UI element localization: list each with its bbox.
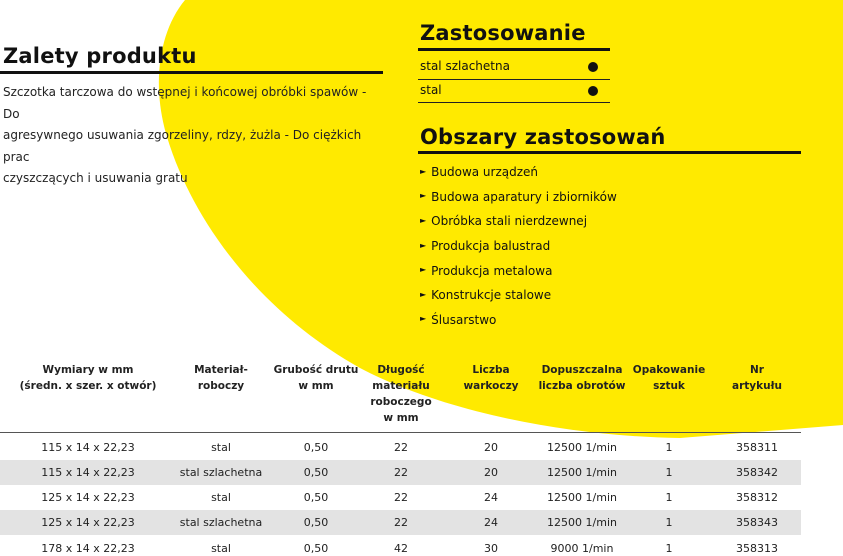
cell-dimensions: 115 x 14 x 22,23 bbox=[41, 441, 135, 454]
advantages-heading: Zalety produktu bbox=[3, 44, 197, 68]
advantages-rule bbox=[0, 71, 383, 74]
cell-max-rpm: 12500 1/min bbox=[547, 516, 617, 529]
area-item bbox=[420, 209, 617, 234]
description-line: czyszczących i usuwania gratu bbox=[3, 171, 188, 185]
cell-material: stal szlachetna bbox=[179, 466, 263, 479]
cell-packaging: 1 bbox=[665, 441, 673, 454]
cell-material: stal bbox=[211, 491, 231, 504]
triangle-bullet-icon: ► bbox=[420, 191, 427, 201]
area-item-label: Produkcja metalowa bbox=[431, 263, 553, 278]
header-line: w mm bbox=[383, 412, 419, 424]
triangle-bullet-icon: ► bbox=[420, 215, 427, 225]
cell-dimensions: 125 x 14 x 22,23 bbox=[41, 491, 135, 504]
area-item-label: Budowa aparatury i zbiorników bbox=[431, 189, 617, 204]
header-line: roboczego bbox=[370, 396, 432, 408]
triangle-bullet-icon: ► bbox=[420, 314, 427, 324]
advantages-description bbox=[3, 82, 383, 190]
usage-label: stal bbox=[420, 83, 442, 97]
cell-wire-thickness: 0,50 bbox=[303, 466, 329, 479]
header-line: Liczba bbox=[472, 364, 510, 376]
cell-material: stal szlachetna bbox=[179, 516, 263, 529]
header-line: (średn. x szer. x otwór) bbox=[19, 380, 157, 392]
area-item bbox=[420, 283, 617, 308]
triangle-bullet-icon: ► bbox=[420, 265, 427, 275]
area-item bbox=[420, 185, 617, 210]
cell-article-number: 358342 bbox=[736, 466, 778, 479]
cell-material: stal bbox=[211, 441, 231, 454]
column-header-trim-length bbox=[358, 362, 444, 426]
header-line: warkoczy bbox=[463, 380, 519, 392]
filled-dot-icon bbox=[588, 62, 598, 72]
usage-heading: Zastosowanie bbox=[420, 21, 586, 45]
cell-knot-count: 24 bbox=[484, 516, 498, 529]
cell-article-number: 358312 bbox=[736, 491, 778, 504]
cell-trim-length: 22 bbox=[394, 491, 408, 504]
header-line: Dopuszczalna bbox=[541, 364, 623, 376]
areas-rule bbox=[418, 151, 801, 154]
area-item-label: Ślusarstwo bbox=[431, 312, 497, 327]
header-line: Opakowanie bbox=[632, 364, 706, 376]
areas-heading: Obszary zastosowań bbox=[420, 125, 666, 149]
column-header-material bbox=[176, 362, 266, 394]
area-item bbox=[420, 258, 617, 283]
cell-wire-thickness: 0,50 bbox=[303, 441, 329, 454]
header-line: materiału bbox=[372, 380, 430, 392]
cell-knot-count: 20 bbox=[484, 466, 498, 479]
cell-dimensions: 115 x 14 x 22,23 bbox=[41, 466, 135, 479]
table-row bbox=[0, 435, 801, 460]
areas-list bbox=[420, 160, 617, 332]
area-item bbox=[420, 160, 617, 185]
cell-material: stal bbox=[211, 542, 231, 555]
usage-label: stal szlachetna bbox=[420, 59, 510, 73]
area-item-label: Budowa urządzeń bbox=[431, 165, 539, 180]
header-line: liczba obrotów bbox=[538, 380, 626, 392]
header-line: artykułu bbox=[732, 380, 782, 392]
cell-trim-length: 22 bbox=[394, 516, 408, 529]
header-line: Nr bbox=[750, 364, 764, 376]
area-item-label: Obróbka stali nierdzewnej bbox=[431, 214, 588, 229]
cell-trim-length: 22 bbox=[394, 466, 408, 479]
triangle-bullet-icon: ► bbox=[420, 240, 427, 250]
cell-trim-length: 42 bbox=[394, 542, 408, 555]
table-row bbox=[0, 460, 801, 485]
cell-knot-count: 24 bbox=[484, 491, 498, 504]
table-header-divider bbox=[0, 432, 801, 433]
cell-max-rpm: 12500 1/min bbox=[547, 491, 617, 504]
cell-wire-thickness: 0,50 bbox=[303, 516, 329, 529]
area-item bbox=[420, 308, 617, 333]
cell-packaging: 1 bbox=[665, 491, 673, 504]
table-row bbox=[0, 510, 801, 535]
header-line: Grubość drutu bbox=[273, 364, 359, 376]
usage-row-steel bbox=[420, 80, 610, 102]
cell-max-rpm: 12500 1/min bbox=[547, 466, 617, 479]
table-row bbox=[0, 535, 801, 556]
area-item bbox=[420, 234, 617, 259]
column-header-knot-count bbox=[450, 362, 532, 394]
cell-trim-length: 22 bbox=[394, 441, 408, 454]
description-line: agresywnego usuwania zgorzeliny, rdzy, żużla - Do ciężkich prac bbox=[3, 128, 362, 164]
header-line: Długość bbox=[377, 364, 425, 376]
usage-rule bbox=[418, 48, 610, 51]
cell-article-number: 358311 bbox=[736, 441, 778, 454]
column-header-wire-thickness bbox=[268, 362, 364, 394]
triangle-bullet-icon: ► bbox=[420, 166, 427, 176]
usage-row-stainless bbox=[420, 56, 610, 78]
area-item-label: Konstrukcje stalowe bbox=[431, 288, 552, 303]
cell-article-number: 358313 bbox=[736, 542, 778, 555]
cell-packaging: 1 bbox=[665, 466, 673, 479]
triangle-bullet-icon: ► bbox=[420, 289, 427, 299]
cell-knot-count: 30 bbox=[484, 542, 498, 555]
header-line: roboczy bbox=[197, 380, 245, 392]
column-header-dimensions bbox=[18, 362, 158, 394]
cell-knot-count: 20 bbox=[484, 441, 498, 454]
cell-max-rpm: 9000 1/min bbox=[550, 542, 614, 555]
cell-wire-thickness: 0,50 bbox=[303, 542, 329, 555]
cell-packaging: 1 bbox=[665, 516, 673, 529]
cell-dimensions: 178 x 14 x 22,23 bbox=[41, 542, 135, 555]
column-header-packaging bbox=[628, 362, 710, 394]
cell-max-rpm: 12500 1/min bbox=[547, 441, 617, 454]
cell-wire-thickness: 0,50 bbox=[303, 491, 329, 504]
header-line: Materiał- bbox=[194, 364, 248, 376]
filled-dot-icon bbox=[588, 86, 598, 96]
table-row bbox=[0, 485, 801, 510]
column-header-max-rpm bbox=[532, 362, 632, 394]
cell-packaging: 1 bbox=[665, 542, 673, 555]
area-item-label: Produkcja balustrad bbox=[431, 239, 551, 254]
header-line: w mm bbox=[298, 380, 334, 392]
cell-article-number: 358343 bbox=[736, 516, 778, 529]
description-line: Szczotka tarczowa do wstępnej i końcowej obróbki spawów - Do bbox=[3, 85, 367, 121]
header-line: sztuk bbox=[653, 380, 685, 392]
header-line: Wymiary w mm bbox=[42, 364, 134, 376]
column-header-article-number bbox=[716, 362, 798, 394]
usage-divider bbox=[418, 102, 610, 103]
cell-dimensions: 125 x 14 x 22,23 bbox=[41, 516, 135, 529]
